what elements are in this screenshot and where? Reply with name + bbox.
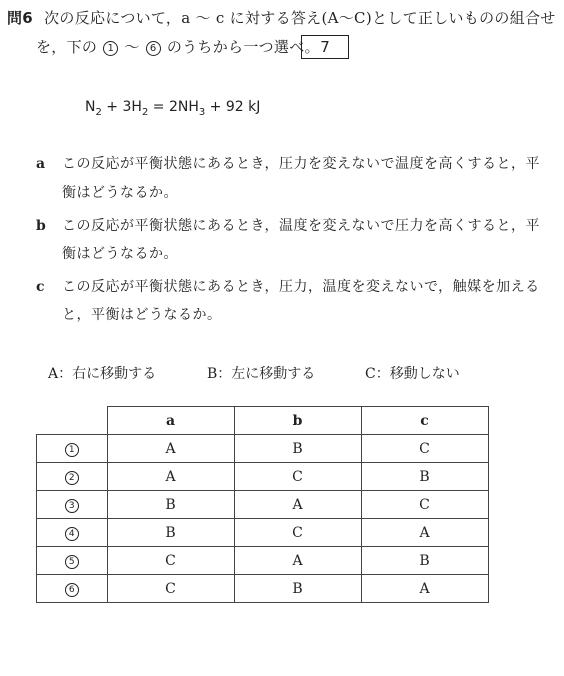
- row-number-cell: [37, 547, 108, 575]
- item-b-text-2: 衡はどうなるか。: [62, 246, 178, 262]
- range-end-marker: 6: [146, 41, 161, 56]
- choice-number-2: 2: [65, 471, 79, 485]
- table-cell: C: [361, 491, 488, 519]
- table-row: [37, 435, 489, 463]
- table-cell: C: [361, 435, 488, 463]
- header-c: c: [361, 407, 488, 435]
- item-c-text-2: と，平衡はどうなるか。: [62, 307, 222, 323]
- table-row: [37, 575, 489, 603]
- item-a-text-2: 衡はどうなるか。: [62, 185, 178, 201]
- question-text-2-suffix: のうちから一つ選べ。: [166, 38, 320, 56]
- table-row: [37, 463, 489, 491]
- table-cell: A: [107, 435, 234, 463]
- legend-b: B：左に移動する: [207, 366, 316, 382]
- header-a: a: [107, 407, 234, 435]
- eq-n2: N: [85, 99, 96, 115]
- choice-number-1: 1: [65, 443, 79, 457]
- choice-number-3: 3: [65, 499, 79, 513]
- row-number-cell: [37, 519, 108, 547]
- item-b-label: b: [36, 218, 47, 234]
- item-c-label: c: [36, 279, 46, 295]
- eq-h2-sub: 2: [141, 106, 149, 118]
- table-cell: A: [361, 575, 488, 603]
- table-cell: B: [107, 519, 234, 547]
- table-cell: B: [361, 547, 488, 575]
- choice-number-6: 6: [65, 583, 79, 597]
- eq-n2-sub: 2: [95, 106, 102, 118]
- table-cell: B: [234, 575, 361, 603]
- answer-number-box: 7: [301, 35, 349, 59]
- item-b-line-1: [36, 217, 540, 235]
- legend-a: A：右に移動する: [48, 366, 157, 382]
- item-a-label: a: [36, 156, 46, 172]
- table-cell: C: [234, 463, 361, 491]
- question-text-1: 次の反応について，a ～ c に対する答え(A～C)として正しいものの組合せ: [44, 9, 556, 27]
- eq-nh3-sub: 3: [198, 106, 206, 118]
- table-cell: C: [107, 547, 234, 575]
- range-start-marker: 1: [103, 41, 118, 56]
- table-cell: A: [107, 463, 234, 491]
- header-b: b: [234, 407, 361, 435]
- table-cell: A: [361, 519, 488, 547]
- item-a-line-1: [36, 155, 540, 173]
- table-header-row: [37, 407, 489, 435]
- row-number-cell: [37, 575, 108, 603]
- item-c-line-1: [36, 278, 540, 296]
- table-cell: B: [234, 435, 361, 463]
- table-cell: C: [234, 519, 361, 547]
- table-cell: A: [234, 491, 361, 519]
- item-c-text-1: この反応が平衡状態にあるとき，圧力，温度を変えないで，触媒を加える: [62, 279, 540, 295]
- table-cell: A: [234, 547, 361, 575]
- reaction-equation: [85, 99, 260, 118]
- item-a-text-1: この反応が平衡状態にあるとき，圧力を変えないで温度を高くすると，平: [62, 156, 540, 172]
- table-corner: [37, 407, 108, 435]
- choices-table: [36, 406, 489, 603]
- eq-plus-h2: + 3H: [101, 99, 142, 115]
- range-separator: ～: [124, 38, 140, 56]
- table-cell: B: [107, 491, 234, 519]
- choice-number-5: 5: [65, 555, 79, 569]
- table-cell: B: [361, 463, 488, 491]
- choice-number-4: 4: [65, 527, 79, 541]
- table-row: [37, 519, 489, 547]
- question-text-2-prefix: を，下の: [36, 38, 98, 56]
- row-number-cell: [37, 491, 108, 519]
- eq-heat: + 92 kJ: [205, 99, 261, 115]
- question-line-2: [36, 38, 320, 56]
- question-line-1: [7, 9, 556, 27]
- eq-equals-nh3: = 2NH: [148, 99, 199, 115]
- item-b-text-1: この反応が平衡状態にあるとき，温度を変えないで圧力を高くすると，平: [62, 218, 540, 234]
- table-cell: C: [107, 575, 234, 603]
- question-number: 問6: [7, 9, 34, 27]
- legend-c: C：移動しない: [365, 366, 460, 382]
- table-row: [37, 491, 489, 519]
- row-number-cell: [37, 463, 108, 491]
- table-row: [37, 547, 489, 575]
- row-number-cell: [37, 435, 108, 463]
